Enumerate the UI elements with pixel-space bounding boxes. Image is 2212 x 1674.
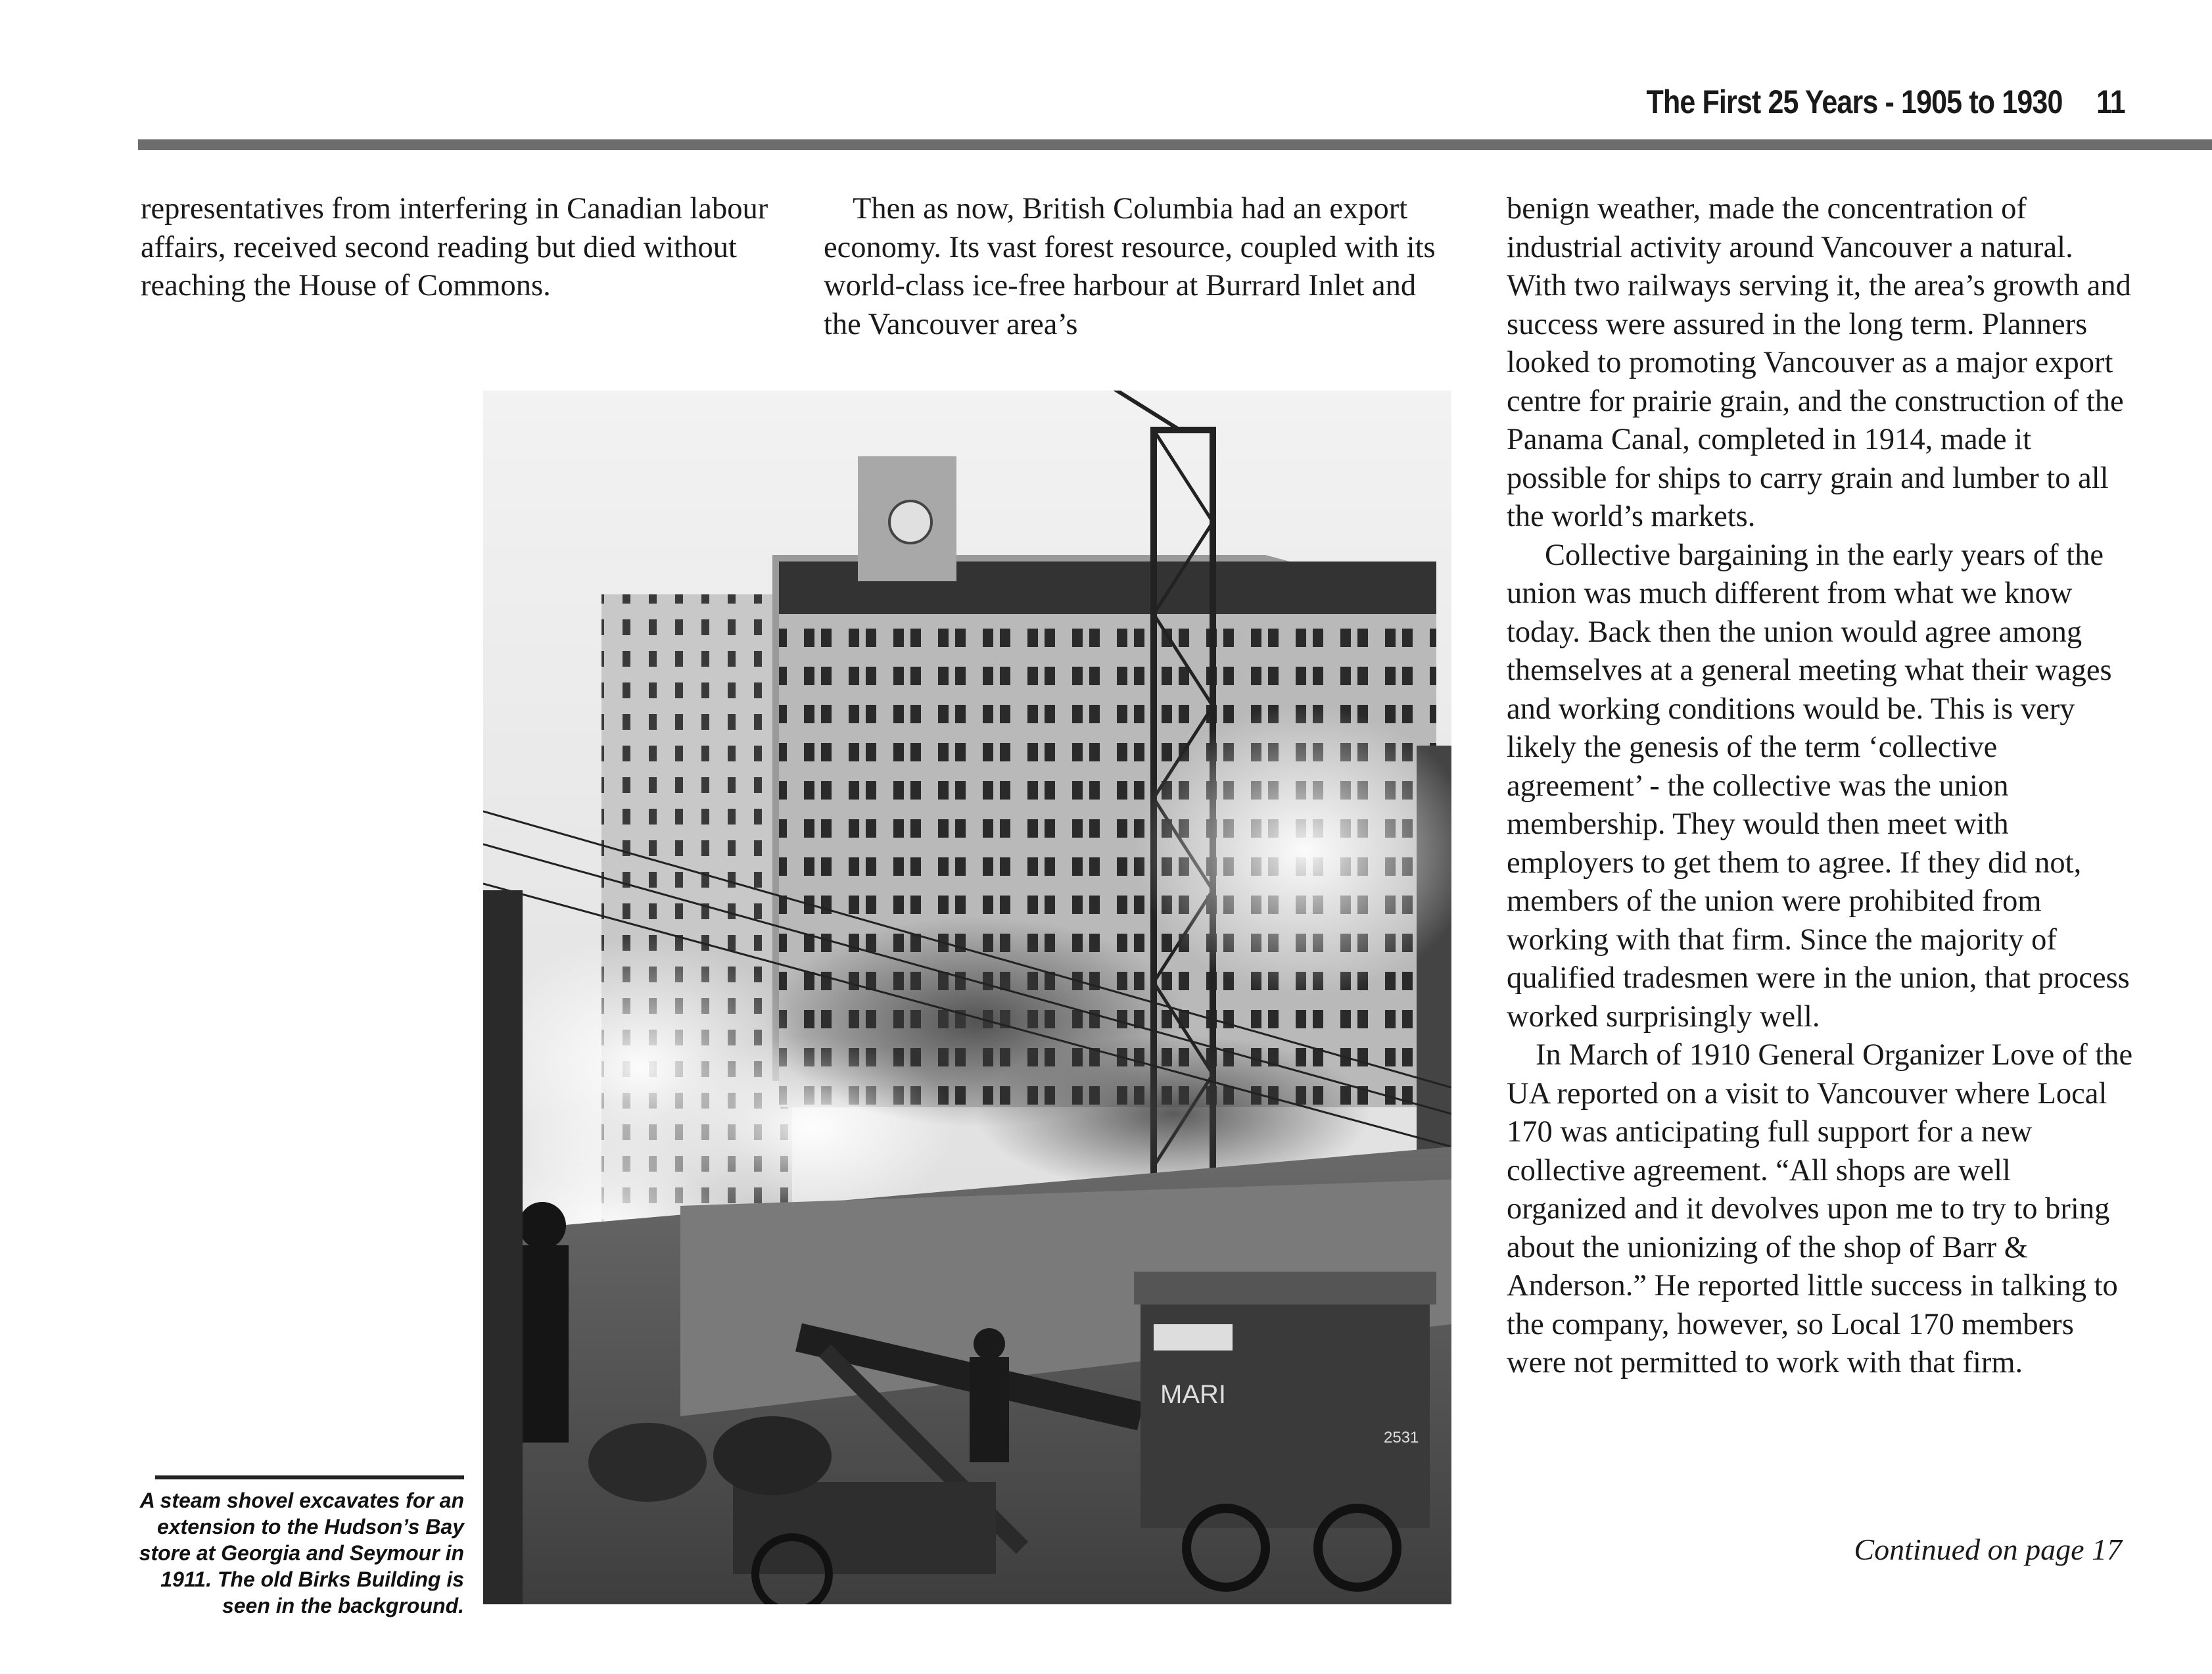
paragraph: Then as now, British Columbia had an export economy. Its vast forest resource, coupled with its world-class ice-free harbour at Burrard Inlet and the Vancouver area’s bbox=[824, 192, 1436, 341]
text-column-2 bbox=[824, 190, 1455, 344]
paragraph: representatives from interfering in Canadian labour affairs, received second reading but died without reaching the House of Commons. bbox=[141, 192, 768, 302]
photo-caption: A steam shovel excavates for an extension to the Hudson’s Bay store at Georgia and Seymour in 1911. The old Birks Building is seen in the background. bbox=[139, 1489, 464, 1617]
paragraph: benign weather, made the concentration of industrial activity around Vancouver a natural. With two railways serving it, the area’s growth and success were assured in the long term. Planners looked to promoting Vancouver as a major export centre for prairie grain, and the construction of the Panama Canal, completed in 1914, made it possible for ships to carry grain and lumber to all the world’s markets. bbox=[1507, 192, 2131, 533]
caption-rule bbox=[155, 1475, 464, 1479]
continued-note: Continued on page 17 bbox=[1854, 1533, 2122, 1566]
running-header bbox=[1647, 83, 2125, 121]
paragraph: Collective bargaining in the early years of the union was much different from what we know today. Back then the union would agree among themselves at a general meeting what their wages and working conditions would be. This is very likely the genesis of the term ‘collective agreement’ - the collective was the union membership. They would then meet with employers to get them to agree. If they did not, members of the union were prohibited from working with that firm. Since the majority of qualified tradesmen were in the union, that process worked surprisingly well. bbox=[1507, 538, 2130, 1034]
historic-photo bbox=[483, 391, 1451, 1604]
shovel-number-text: 2531 bbox=[1384, 1429, 1419, 1447]
text-column-1 bbox=[141, 190, 772, 306]
photo-illustration bbox=[483, 391, 1451, 1604]
header-rule bbox=[138, 139, 2212, 150]
text-column-3 bbox=[1507, 190, 2138, 1383]
paragraph: In March of 1910 General Organizer Love of the UA reported on a visit to Vancouver where Local 170 was anticipating full support for a new collective agreement. “All shops are well organized and it devolves upon me to try to bring about the unionizing of the shop of Barr & Anderson.” He reported little success in talking to the company, however, so Local 170 members were not permitted to work with that firm. bbox=[1507, 1038, 2133, 1379]
chapter-title: The First 25 Years - 1905 to 1930 bbox=[1646, 84, 2063, 120]
shovel-sign-text: MARI bbox=[1160, 1380, 1226, 1409]
page-number: 11 bbox=[2096, 84, 2125, 120]
